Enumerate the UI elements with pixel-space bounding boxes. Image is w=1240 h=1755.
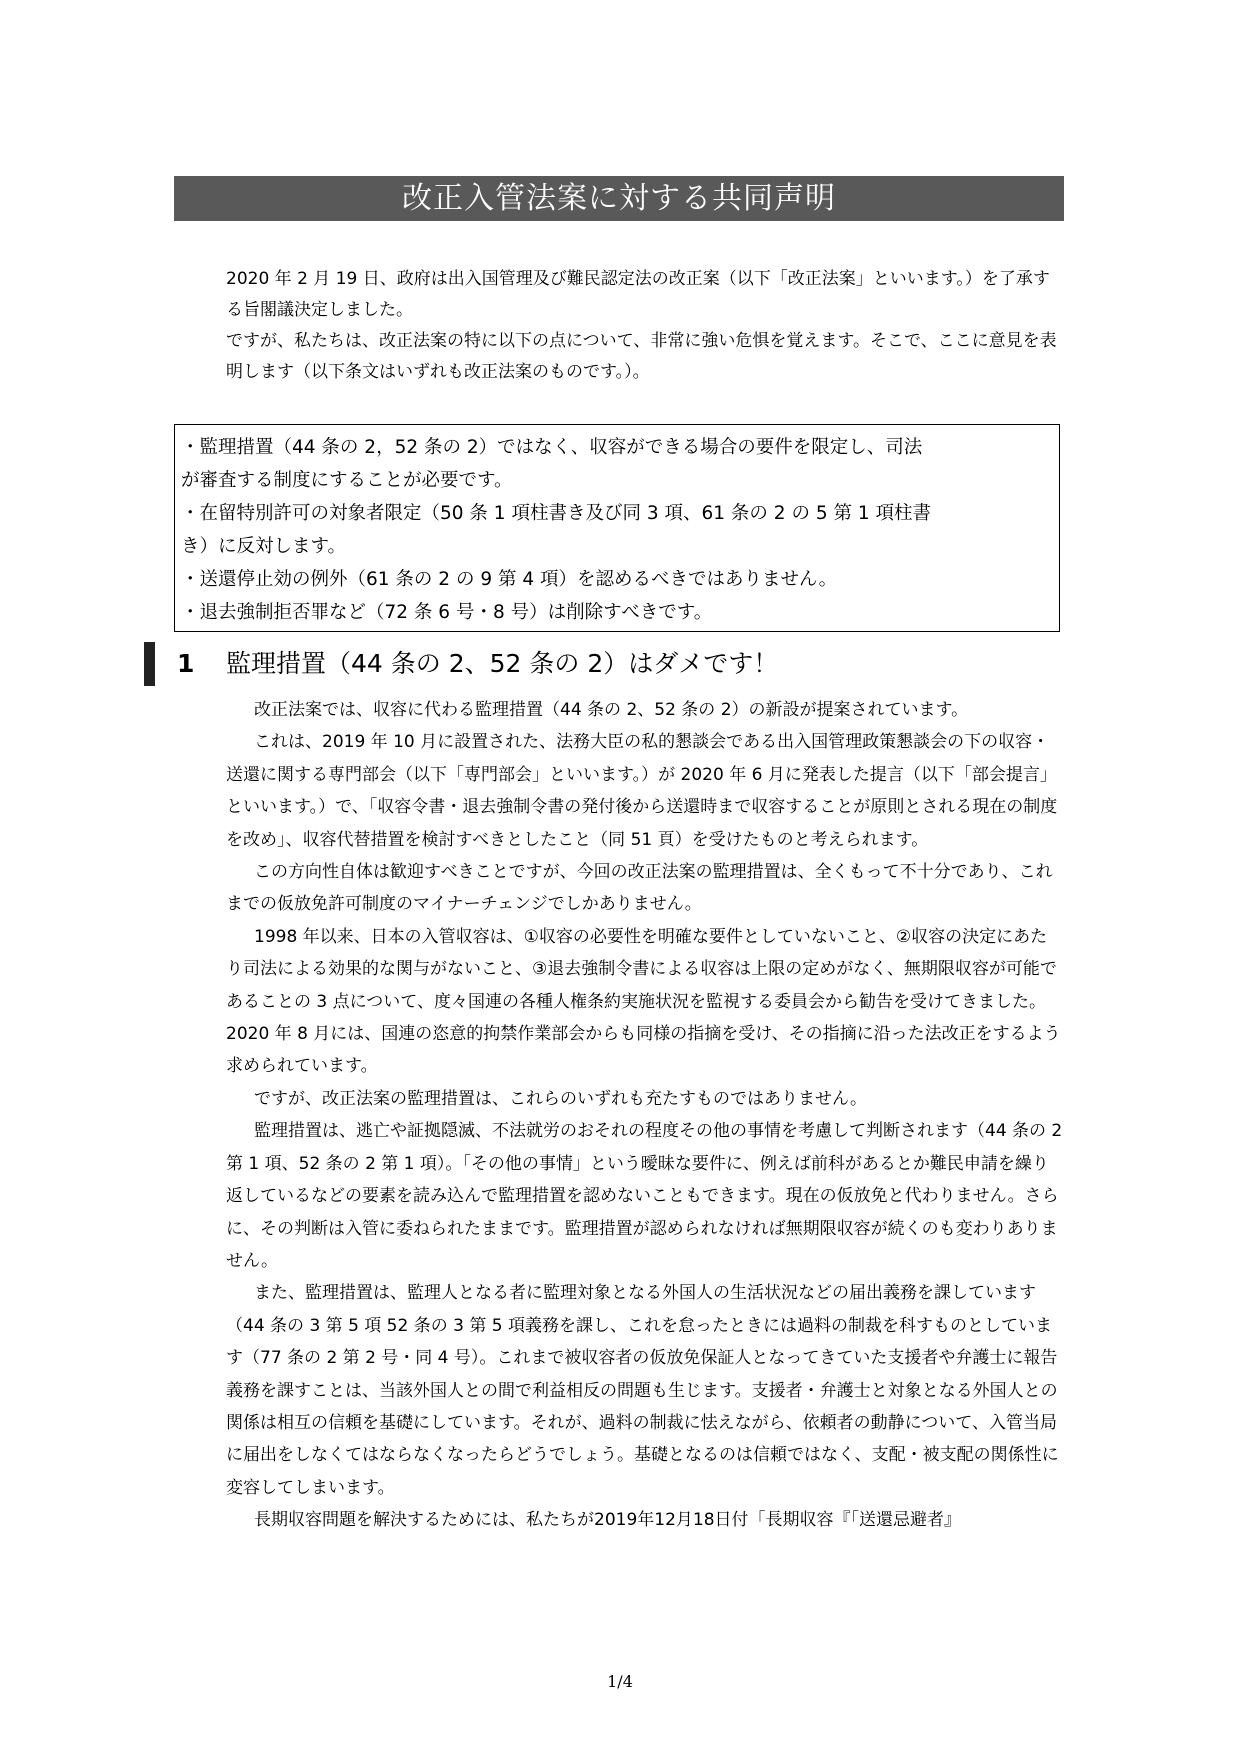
summary-line: ・在留特別許可の対象者限定（50 条 1 項柱書き及び同 3 項、61 条の 2 の 5 第 1 項柱書 (181, 503, 932, 524)
intro-paragraph: ですが、私たちは、改正法案の特に以下の点について、非常に強い危惧を覚えます。そこで、ここに意見を表明します（以下条文はいずれも改正法案のものです。）。 (226, 331, 1057, 382)
body-paragraph: 長期収容問題を解決するためには、私たちが2019年12月18日付「長期収容『「送還忌避者』 (254, 1510, 962, 1531)
body-paragraph: ですが、改正法案の監理措置は、これらのいずれも充たすものではありません。 (254, 1088, 868, 1109)
body-paragraph: これは、2019 年 10 月に設置された、法務大臣の私的懇談会である出入国管理政策懇談会の下の収容・送還に関する専門部会（以下「専門部会」といいます。）が 2020 年 6 月に発表した提言（以下「部会提言」といいます。）で、「収容令書・退去強制令書の発付後から送還時まで収容することが原則とされる現在の制度を改め」、収容代替措置を検討すべきとしたこと（同 51 頁）を受けたものと考えられます。 (226, 732, 1058, 850)
body-paragraph: この方向性自体は歓迎すべきことですが、今回の改正法案の監理措置は、全くもって不十分であり、これまでの仮放免許可制度のマイナーチェンジでしかありません。 (226, 862, 1053, 915)
summary-line: ・送還停止効の例外（61 条の 2 の 9 第 4 項）を認めるべきではありません。 (181, 569, 838, 590)
section-heading (144, 642, 1064, 686)
page-number: 1/4 (607, 1672, 633, 1691)
section-number: 1 (177, 649, 195, 678)
section-marker-bar (144, 642, 155, 686)
body-paragraph: 監理措置は、逃亡や証拠隠滅、不法就労のおそれの程度その他の事情を考慮して判断されます（44 条の 2 第 1 項、52 条の 2 第 1 項）。「その他の事情」という曖昧な要件に、例えば前科があるとか難民申請を繰り返しているなどの要素を読み込んで監理措置を認めないこともできます。現在の仮放免と代わりません。さらに、その判断は入管に委ねられたままです。監理措置が認められなければ無期限収容が続くのも変わりありません。 (226, 1121, 1063, 1271)
section-title: 監理措置（44 条の 2、52 条の 2）はダメです！ (226, 649, 779, 678)
summary-line: ・監理措置（44 条の 2，52 条の 2）ではなく、収容ができる場合の要件を限定し、司法 (181, 437, 923, 458)
intro-section (226, 264, 1062, 388)
document-title: 改正入管法案に対する共同声明 (174, 176, 1064, 221)
summary-box (174, 424, 1060, 632)
section-body (226, 694, 1064, 1537)
body-paragraph: 改正法案では、収容に代わる監理措置（44 条の 2、52 条の 2）の新設が提案されています。 (254, 700, 969, 720)
summary-line: き）に反対します。 (181, 536, 347, 557)
body-paragraph: 1998 年以来、日本の入管収容は、①収容の必要性を明確な要件としていないこと、②収容の決定にあたり司法による効果的な関与がないこと、③退去強制令書による収容は上限の定めがなく、無期限収容が可能であることの 3 点について、度々国連の各種人権条約実施状況を監視する委員会から勧告を受けてきました。2020 年 8 月には、国連の恣意的拘禁作業部会からも同様の指摘を受け、その指摘に沿った法改正をするよう求められています。 (226, 926, 1061, 1077)
body-paragraph: また、監理措置は、監理人となる者に監理対象となる外国人の生活状況などの届出義務を課しています（44 条の 3 第 5 項 52 条の 3 第 5 項義務を課し、これを怠ったときには過料の制裁を科すものとしています（77 条の 2 第 2 号・同 4 号）。これまで被収容者の仮放免保証人となってきていた支援者や弁護士に報告義務を課すことは、当該外国人との間で利益相反の問題も生じます。支援者・弁護士と対象となる外国人との関係は相互の信頼を基礎にしています。それが、過料の制裁に怯えながら、依頼者の動静について、入管当局に届出をしなくてはならなくなったらどうでしょう。基礎となるのは信頼ではなく、支配・被支配の関係性に変容してしまいます。 (226, 1283, 1059, 1498)
summary-line: が審査する制度にすることが必要です。 (181, 470, 513, 491)
summary-line: ・退去強制拒否罪など（72 条 6 号・8 号）は削除すべきです。 (181, 602, 713, 623)
intro-paragraph: 2020 年 2 月 19 日、政府は出入国管理及び難民認定法の改正案（以下「改正法案」といいます。）を了承する旨閣議決定しました。 (226, 269, 1050, 320)
